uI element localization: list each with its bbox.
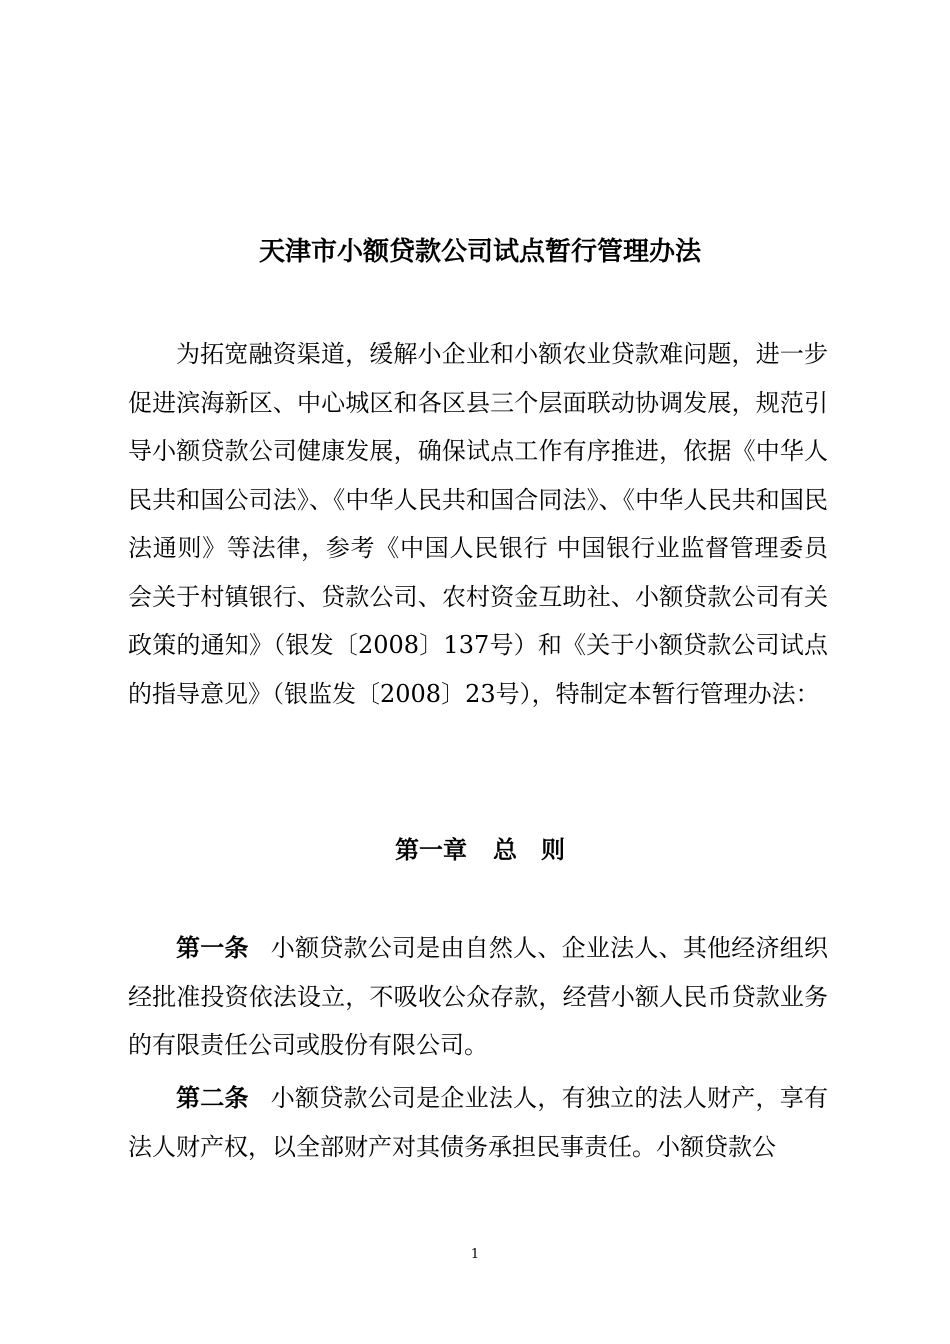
chapter-name: 总 则 [493,836,565,864]
chapter-heading [120,830,840,870]
preamble-paragraph: 为拓宽融资渠道，缓解小企业和小额农业贷款难问题，进一步促进滨海新区、中心城区和各区县三个层面联动协调发展，规范引导小额贷款公司健康发展，确保试点工作有序推进，依据《中华人民共和国公司法》、《中华人民共和国合同法》、《中华人民共和国民法通则》等法律，参考《中国人民银行 中国银行业监督管理委员会关于村镇银行、贷款公司、农村资金互助社、小额贷款公司有关政策的通知》（银发〔2008〕137号）和《关于小额贷款公司试点的指导意见》（银监发〔2008〕23号），特制定本暂行管理办法： [128,340,828,708]
article-text: 小额贷款公司是企业法人，有独立的法人财产，享有法人财产权，以全部财产对其债务承担民事责任。小额贷款公 [128,1084,829,1161]
article-paragraph [128,924,828,1070]
article-paragraph [128,1074,828,1171]
article-label: 第一条 [176,934,249,962]
article-label: 第二条 [176,1084,249,1112]
article-text: 小额贷款公司是由自然人、企业法人、其他经济组织经批准投资依法设立，不吸收公众存款，经营小额人民币贷款业务的有限责任公司或股份有限公司。 [128,934,829,1059]
page-number: 1 [470,1247,480,1262]
chapter-number: 第一章 [395,836,467,864]
document-title: 天津市小额贷款公司试点暂行管理办法 [258,237,701,267]
